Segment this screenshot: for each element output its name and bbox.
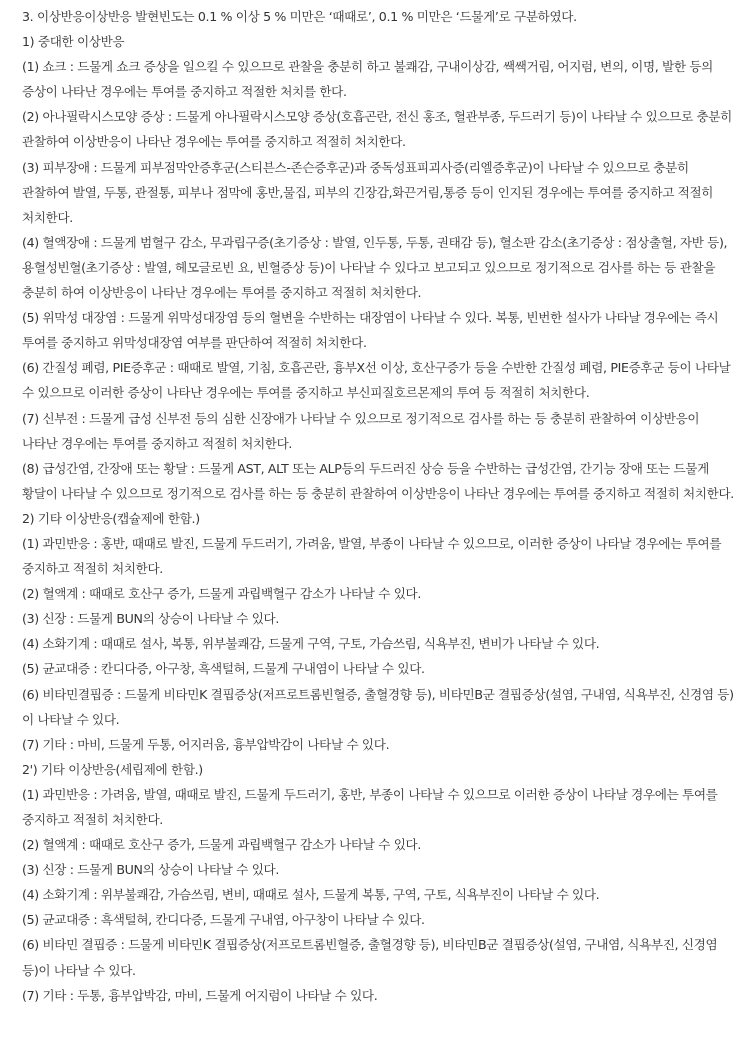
paragraph-capsule-vitamin: (6) 비타민결핍증 : 드물게 비타민K 결핍증상(저프로트롬빈혈증, 출혈경향 등), 비타민B군 결핍증상(설염, 구내염, 식욕부진, 신경염 등)이 나타날 수 있다.	[22, 686, 734, 727]
paragraph-capsule-blood: (2) 혈액계 : 때때로 호산구 증가, 드물게 과립백혈구 감소가 나타날 수 있다.	[22, 586, 422, 602]
paragraph-capsule-digestive: (4) 소화기계 : 때때로 설사, 복통, 위부불쾌감, 드물게 구역, 구토, 가슴쓰림, 식욕부진, 변비가 나타날 수 있다.	[22, 636, 600, 652]
paragraph-colitis: (5) 위막성 대장염 : 드물게 위막성대장염 등의 혈변을 수반하는 대장염이 나타날 수 있다. 복통, 빈번한 설사가 나타날 경우에는 즉시 투여를 중지하고 위막성대장염 여부를 판단하여 적절히 처치한다.	[22, 310, 719, 351]
paragraph-capsule-kidney: (3) 신장 : 드물게 BUN의 상승이 나타날 수 있다.	[22, 611, 280, 627]
paragraph-hepatitis: (8) 급성간염, 간장애 또는 황달 : 드물게 AST, ALT 또는 ALP등의 두드러진 상승 등을 수반하는 급성간염, 간기능 장애 또는 드물게 황달이 나타날 수 있으므로 정기적으로 검사를 하는 등 충분히 관찰하여 이상반응이 나타난 경우에는 투여를 중지하고 적절히 처치한다.	[22, 460, 734, 501]
paragraph-shock: (1) 쇼크 : 드물게 쇼크 증상을 일으킬 수 있으므로 관찰을 충분히 하고 불쾌감, 구내이상감, 쌕쌕거림, 어지럼, 변의, 이명, 발한 등의 증상이 나타난 경우에는 투여를 중지하고 적절한 처치를 한다.	[22, 59, 713, 100]
paragraph-granule-digestive: (4) 소화기계 : 위부불쾌감, 가슴쓰림, 변비, 때때로 설사, 드물게 복통, 구역, 구토, 식욕부진이 나타날 수 있다.	[22, 887, 600, 903]
subsection-heading-granule: 2') 기타 이상반응(세립제에 한함.)	[22, 761, 203, 777]
paragraph-blood-disorder: (4) 혈액장애 : 드물게 범혈구 감소, 무과립구증(초기증상 : 발열, 인두통, 두통, 권태감 등), 혈소판 감소(초기증상 : 점상출혈, 자반 등), 용혈성빈혈(초기증상 : 발열, 헤모글로빈 요, 빈혈증상 등)이 나타날 수 있다고 보고되고 있으므로 정기적으로 검사를 하는 등 관찰을 충분히 하여 이상반응이 나타난 경우에는 투여를 중지하고 적절히 처치한다.	[22, 234, 728, 301]
paragraph-capsule-other: (7) 기타 : 마비, 드물게 두통, 어지러움, 흉부압박감이 나타날 수 있다.	[22, 736, 390, 752]
paragraph-granule-other: (7) 기타 : 두통, 흉부압박감, 마비, 드물게 어지럼이 나타날 수 있다.	[22, 987, 378, 1003]
paragraph-granule-kidney: (3) 신장 : 드물게 BUN의 상승이 나타날 수 있다.	[22, 862, 280, 878]
paragraph-granule-superinfection: (5) 균교대증 : 흑색털혀, 칸디다증, 드물게 구내염, 아구창이 나타날 수 있다.	[22, 912, 425, 928]
paragraph-renal-failure: (7) 신부전 : 드물게 급성 신부전 등의 심한 신장애가 나타날 수 있으므로 정기적으로 검사를 하는 등 충분히 관찰하여 이상반응이 나타난 경우에는 투여를 중지하고 적절히 처치한다.	[22, 410, 700, 451]
subsection-heading-capsule: 2) 기타 이상반응(캡슐제에 한함.)	[22, 510, 200, 526]
section-title: 3. 이상반응이상반응 발현빈도는 0.1 % 이상 5 % 미만은 ‘때때로’, 0.1 % 미만은 ‘드물게’로 구분하였다.	[22, 9, 577, 24]
paragraph-granule-blood: (2) 혈액계 : 때때로 호산구 증가, 드물게 과립백혈구 감소가 나타날 수 있다.	[22, 837, 422, 853]
paragraph-skin-disorder: (3) 피부장애 : 드물게 피부점막안증후군(스티븐스-존슨증후군)과 중독성표피괴사증(리엘증후군)이 나타날 수 있으므로 충분히 관찰하여 발열, 두통, 관절통, 피부나 점막에 홍반,물집, 피부의 긴장감,화끈거림,통증 등이 인지된 경우에는 투여를 중지하고 적절히 처치한다.	[22, 159, 714, 225]
paragraph-granule-hypersensitivity: (1) 과민반응 : 가려움, 발열, 때때로 발진, 드물게 두드러기, 홍반, 부종이 나타날 수 있으므로 이러한 증상이 나타날 경우에는 투여를 중지하고 적절히 처치한다.	[22, 786, 718, 827]
paragraph-anaphylaxis: (2) 아나필락시스모양 증상 : 드물게 아나필락시스모양 증상(호흡곤란, 전신 홍조, 혈관부종, 두드러기 등)이 나타날 수 있으므로 충분히 관찰하여 이상반응이 나타난 경우에는 투여를 중지하고 적절히 처치한다.	[22, 109, 732, 150]
paragraph-granule-vitamin: (6) 비타민 결핍증 : 드물게 비타민K 결핍증상(저프로트롬빈혈증, 출혈경향 등), 비타민B군 결핍증상(설염, 구내염, 식욕부진, 신경염 등)이 나타날 수 있다.	[22, 937, 718, 978]
paragraph-capsule-hypersensitivity: (1) 과민반응 : 홍반, 때때로 발진, 드물게 두드러기, 가려움, 발열, 부종이 나타날 수 있으므로, 이러한 증상이 나타날 경우에는 투여를 중지하고 적절히 처치한다.	[22, 535, 722, 577]
paragraph-pneumonia: (6) 간질성 폐렴, PIE증후군 : 때때로 발열, 기침, 호흡곤란, 흉부X선 이상, 호산구증가 등을 수반한 간질성 폐렴, PIE증후군 등이 나타날 수 있으므로 이러한 증상이 나타난 경우에는 투여를 중지하고 부신피질호르몬제의 투여 등 적절히 처치한다.	[22, 360, 731, 401]
paragraph-capsule-superinfection: (5) 균교대증 : 칸디다증, 아구창, 흑색털혀, 드물게 구내염이 나타날 수 있다.	[22, 661, 425, 677]
subsection-heading-serious: 1) 중대한 이상반응	[22, 34, 125, 50]
